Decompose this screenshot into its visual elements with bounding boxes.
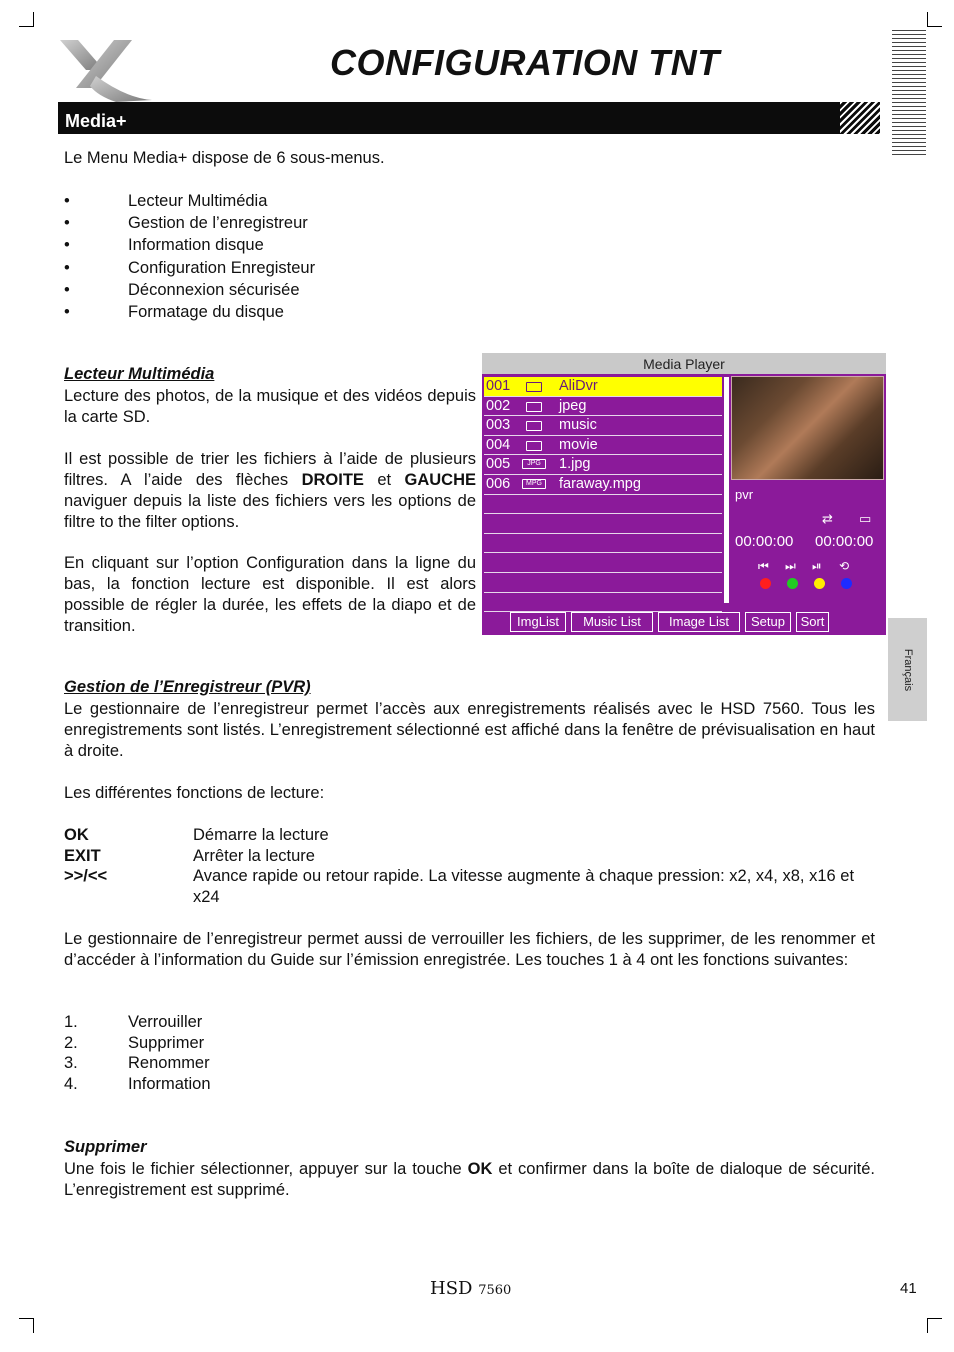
function-key: >>/<< <box>64 867 108 885</box>
function-row <box>64 866 876 907</box>
language-tab <box>888 618 927 721</box>
section-title: Media+ <box>65 111 127 131</box>
time-current: 00:00:00 <box>735 533 794 550</box>
previous-icon[interactable]: ⏮ <box>758 559 769 573</box>
preview-image <box>731 376 884 480</box>
file-list-item-005[interactable]: 005 JPG 1.jpg <box>484 455 722 475</box>
tab-music-list[interactable]: Music List <box>571 612 653 632</box>
pvr-paragraph-3: Le gestionnaire de l’enregistreur permet aussi de verrouiller les fichiers, de les supprimer, de les renommer et d’accéder à l’information du Guide sur l’émission enregistrée. Les touches 1 à 4 ont les fonctions suivantes: <box>64 930 875 969</box>
list-item: • Gestion de l’enregistreur <box>64 212 315 234</box>
list-item: • Formatage du disque <box>64 301 315 323</box>
function-desc: Avance rapide ou retour rapide. La vitesse augmente à chaque pression: x2, x4, x8, x16 et x24 <box>193 867 855 906</box>
lecteur-paragraph-3: En cliquant sur l’option Configuration dans la ligne du bas, la fonction lecture est disponible. Il est alors possible de régler la durée, les effets de la diapo et de transition. <box>64 554 476 635</box>
folder-icon: ▭ <box>859 511 872 526</box>
function-desc: Démarre la lecture <box>193 826 329 844</box>
submenu-list <box>64 190 315 323</box>
file-list-item-003[interactable]: 003 music <box>484 416 722 436</box>
section-header <box>58 102 880 134</box>
pvr-paragraph-1: Le gestionnaire de l’enregistreur permet l’accès aux enregistrements réalisés avec le HSD 7560. Tous les enregistrements sont listés. L’enregistrement sélectionné est affiché dans la fenêtre de prévisualisation en haut à droite. <box>64 700 875 760</box>
folder-icon <box>526 441 542 451</box>
play-pause-icon[interactable]: ⏯ <box>812 559 822 573</box>
footer-brand: HSD 7560 <box>430 1278 512 1299</box>
pvr-paragraph-2: Les différentes fonctions de lecture: <box>64 784 325 802</box>
media-player-title: Media Player <box>482 353 886 374</box>
file-list-item-empty <box>484 593 722 613</box>
tab-setup[interactable]: Setup <box>745 612 791 632</box>
list-item: • Information disque <box>64 234 315 256</box>
red-button-icon <box>760 578 771 589</box>
file-list-item-empty <box>484 553 722 573</box>
list-item: 3. Renommer <box>64 1054 210 1073</box>
function-list <box>64 825 876 907</box>
repeat-icon: ⇄ <box>822 511 833 526</box>
crop-mark-top-left <box>19 12 34 27</box>
preview-label: pvr <box>735 487 754 502</box>
list-item: 4. Information <box>64 1075 211 1094</box>
file-list <box>484 377 722 612</box>
file-list-item-empty <box>484 495 722 515</box>
page-number: 41 <box>900 1280 917 1297</box>
xoro-logo-icon <box>56 36 156 104</box>
tab-sort[interactable]: Sort <box>796 612 829 632</box>
intro-text: Le Menu Media+ dispose de 6 sous-menus. <box>64 149 385 167</box>
decorative-stripes <box>892 30 926 155</box>
mpg-file-icon: MPG <box>522 479 546 489</box>
lecteur-paragraph-1: Lecture des photos, de la musique et des vidéos depuis la carte SD. <box>64 387 476 426</box>
next-icon[interactable]: ⏭ <box>785 559 796 573</box>
file-list-item-006[interactable]: 006 MPG faraway.mpg <box>484 475 722 495</box>
file-list-scrollbar[interactable] <box>724 377 729 603</box>
function-key: EXIT <box>64 846 101 865</box>
function-key: OK <box>64 826 89 844</box>
folder-icon <box>526 402 542 412</box>
lecteur-heading: Lecteur Multimédia <box>64 365 215 383</box>
jpg-file-icon: JPG <box>522 459 546 469</box>
decorative-dots <box>840 102 880 134</box>
repeat-icon[interactable]: ⟲ <box>839 559 850 573</box>
tab-imglist[interactable]: ImgList <box>510 612 566 632</box>
page-title: CONFIGURATION TNT <box>330 42 720 83</box>
green-button-icon <box>787 578 798 589</box>
crop-mark-bottom-left <box>19 1318 34 1333</box>
file-list-item-empty <box>484 534 722 554</box>
folder-icon <box>526 382 542 392</box>
lecteur-paragraph-2: Il est possible de trier les fichiers à l’aide de plusieurs filtres. A l’aide des flèches DROITE et GAUCHE naviguer depuis la liste des fichiers vers les options de filtre to the filter options. <box>64 450 476 531</box>
time-total: 00:00:00 <box>815 533 874 550</box>
supprimer-paragraph: Une fois le fichier sélectionner, appuyer sur la touche OK et confirmer dans la boîte de dialoque de sécurité. L’enregistrement est supprimé. <box>64 1160 876 1199</box>
file-list-item-004[interactable]: 004 movie <box>484 436 722 456</box>
function-row <box>64 846 876 867</box>
file-list-item-empty <box>484 573 722 593</box>
crop-mark-top-right <box>927 12 942 27</box>
file-list-item-002[interactable]: 002 jpeg <box>484 397 722 417</box>
numbered-list <box>64 1012 211 1095</box>
supprimer-heading: Supprimer <box>64 1138 147 1156</box>
media-player-screenshot <box>482 353 886 635</box>
yellow-button-icon <box>814 578 825 589</box>
function-row <box>64 825 876 846</box>
crop-mark-bottom-right <box>927 1318 942 1333</box>
language-label: Français <box>901 648 914 691</box>
list-item: • Lecteur Multimédia <box>64 190 315 212</box>
tab-image-list[interactable]: Image List <box>658 612 740 632</box>
list-item: • Déconnexion sécurisée <box>64 279 315 301</box>
pvr-heading: Gestion de l’Enregistreur (PVR) <box>64 678 311 696</box>
list-item: 2. Supprimer <box>64 1033 205 1052</box>
list-item: 1. Verrouiller <box>64 1013 203 1031</box>
file-list-item-empty <box>484 514 722 534</box>
function-desc: Arrêter la lecture <box>193 846 315 865</box>
blue-button-icon <box>841 578 852 589</box>
list-item: • Configuration Enregisteur <box>64 257 315 279</box>
file-list-item-001[interactable]: 001 AliDvr <box>484 377 722 397</box>
folder-icon <box>526 421 542 431</box>
